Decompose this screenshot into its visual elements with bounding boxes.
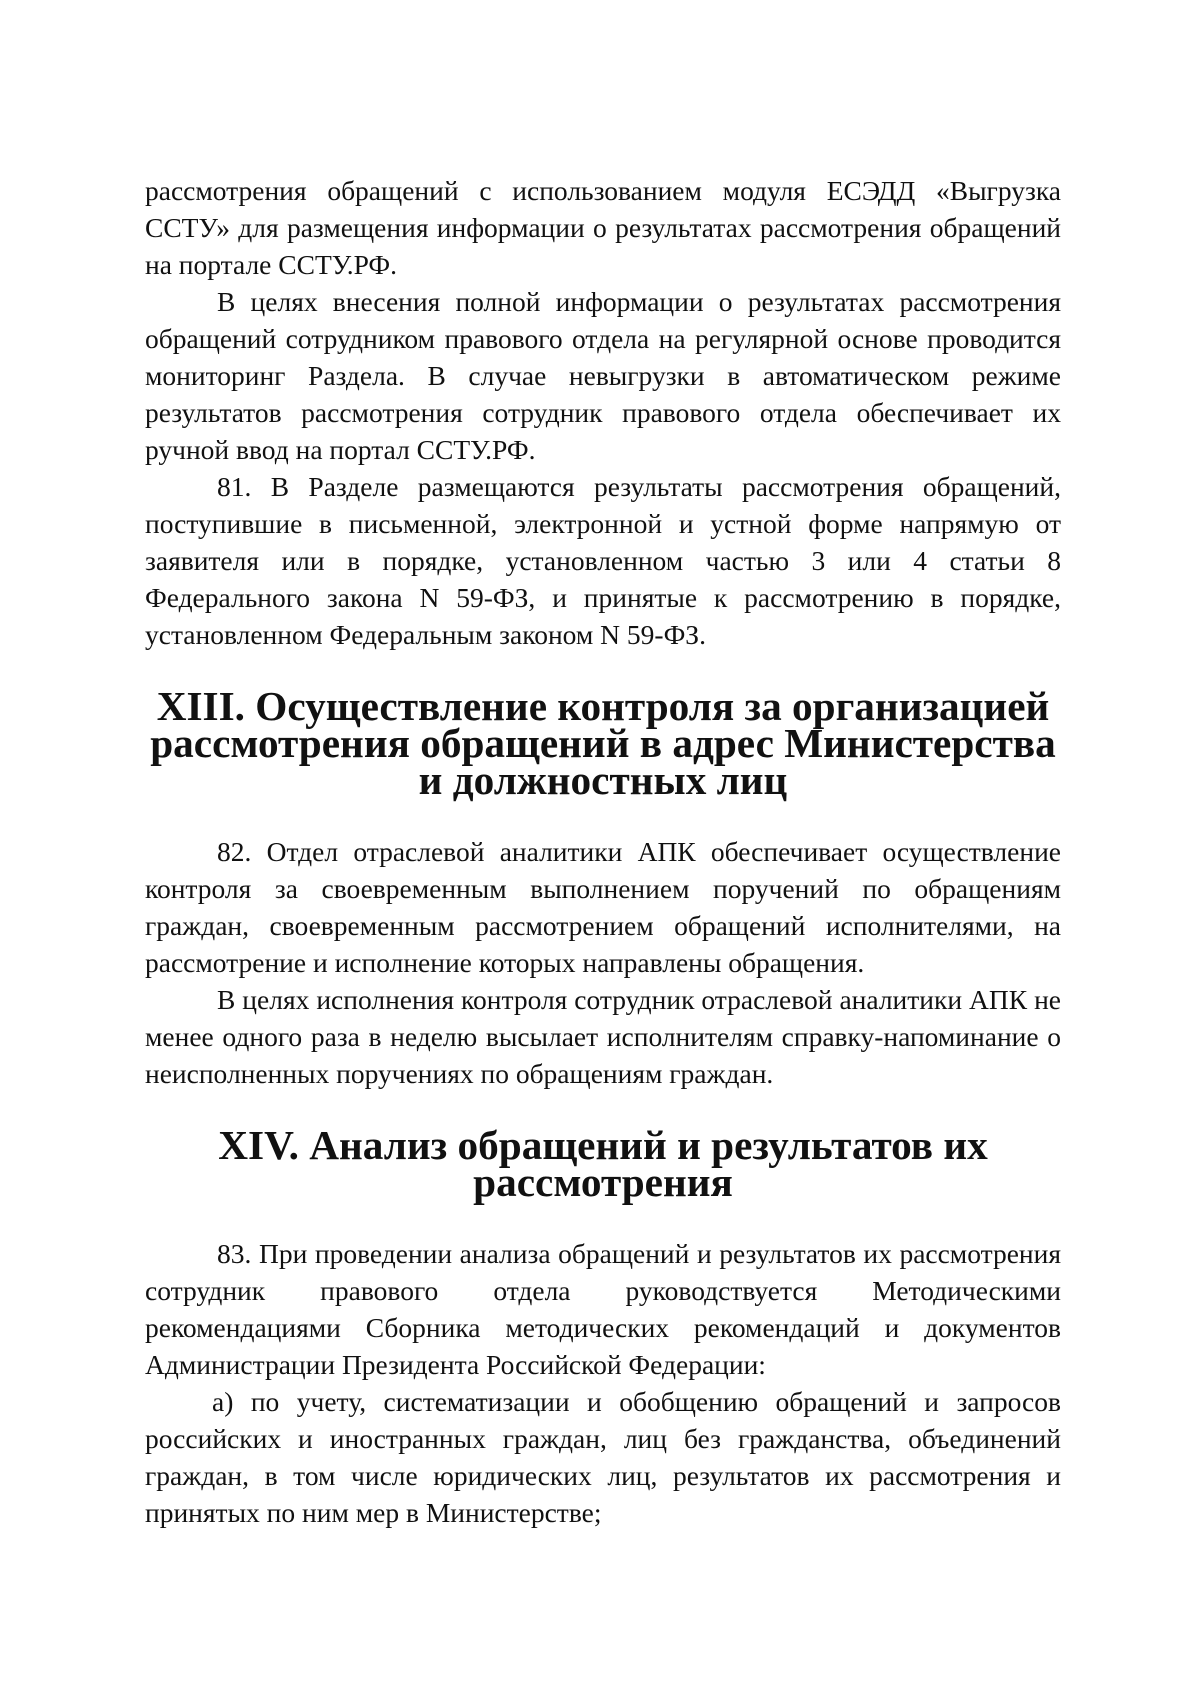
heading-line: рассмотрения обращений в адрес Министерства xyxy=(150,720,1056,766)
heading-line: XIII. Осуществление контроля за организацией xyxy=(156,683,1050,729)
paragraph-83: 83. При проведении анализа обращений и результатов их рассмотрения сотрудник правового отдела руководствуется Методическими рекомендациями Сборника методических рекомендаций и документов Администрации Президента Российской Федерации: xyxy=(145,1238,1061,1380)
paragraph-monitoring: В целях внесения полной информации о результатах рассмотрения обращений сотрудником правового отдела на регулярной основе проводится мониторинг Раздела. В случае невыгрузки в автоматическом режиме результатов рассмотрения сотрудник правового отдела обеспечивает их ручной ввод на портал ССТУ.РФ. xyxy=(145,286,1061,465)
document-page xyxy=(145,172,1061,1531)
paragraph-continuation: рассмотрения обращений с использованием модуля ЕСЭДД «Выгрузка ССТУ» для размещения информации о результатах рассмотрения обращений на портале ССТУ.РФ. xyxy=(145,175,1061,280)
heading-line: XIV. Анализ обращений и результатов их рассмотрения xyxy=(218,1122,988,1205)
section-heading-xiv xyxy=(145,1122,1061,1205)
paragraph-81: 81. В Разделе размещаются результаты рассмотрения обращений, поступившие в письменной, электронной и устной форме напрямую от заявителя или в порядке, установленном частью 3 или 4 статьи 8 Федерального закона N 59-ФЗ, и принятые к рассмотрению в порядке, установленном Федеральным законом N 59-ФЗ. xyxy=(145,471,1061,650)
paragraph-82: 82. Отдел отраслевой аналитики АПК обеспечивает осуществление контроля за своевременным выполнением поручений по обращениям граждан, своевременным рассмотрением обращений исполнителями, на рассмотрение и исполнение которых направлены обращения. xyxy=(145,836,1061,978)
section-heading-xiii xyxy=(145,683,1061,803)
heading-line: и должностных лиц xyxy=(418,757,788,803)
paragraph-83-item-a: а) по учету, систематизации и обобщению обращений и запросов российских и иностранных граждан, лиц без гражданства, объединений граждан, в том числе юридических лиц, результатов их рассмотрения и принятых по ним мер в Министерстве; xyxy=(145,1386,1061,1528)
paragraph-control: В целях исполнения контроля сотрудник отраслевой аналитики АПК не менее одного раза в неделю высылает исполнителям справку-напоминание о неисполненных поручениях по обращениям граждан. xyxy=(145,984,1061,1089)
